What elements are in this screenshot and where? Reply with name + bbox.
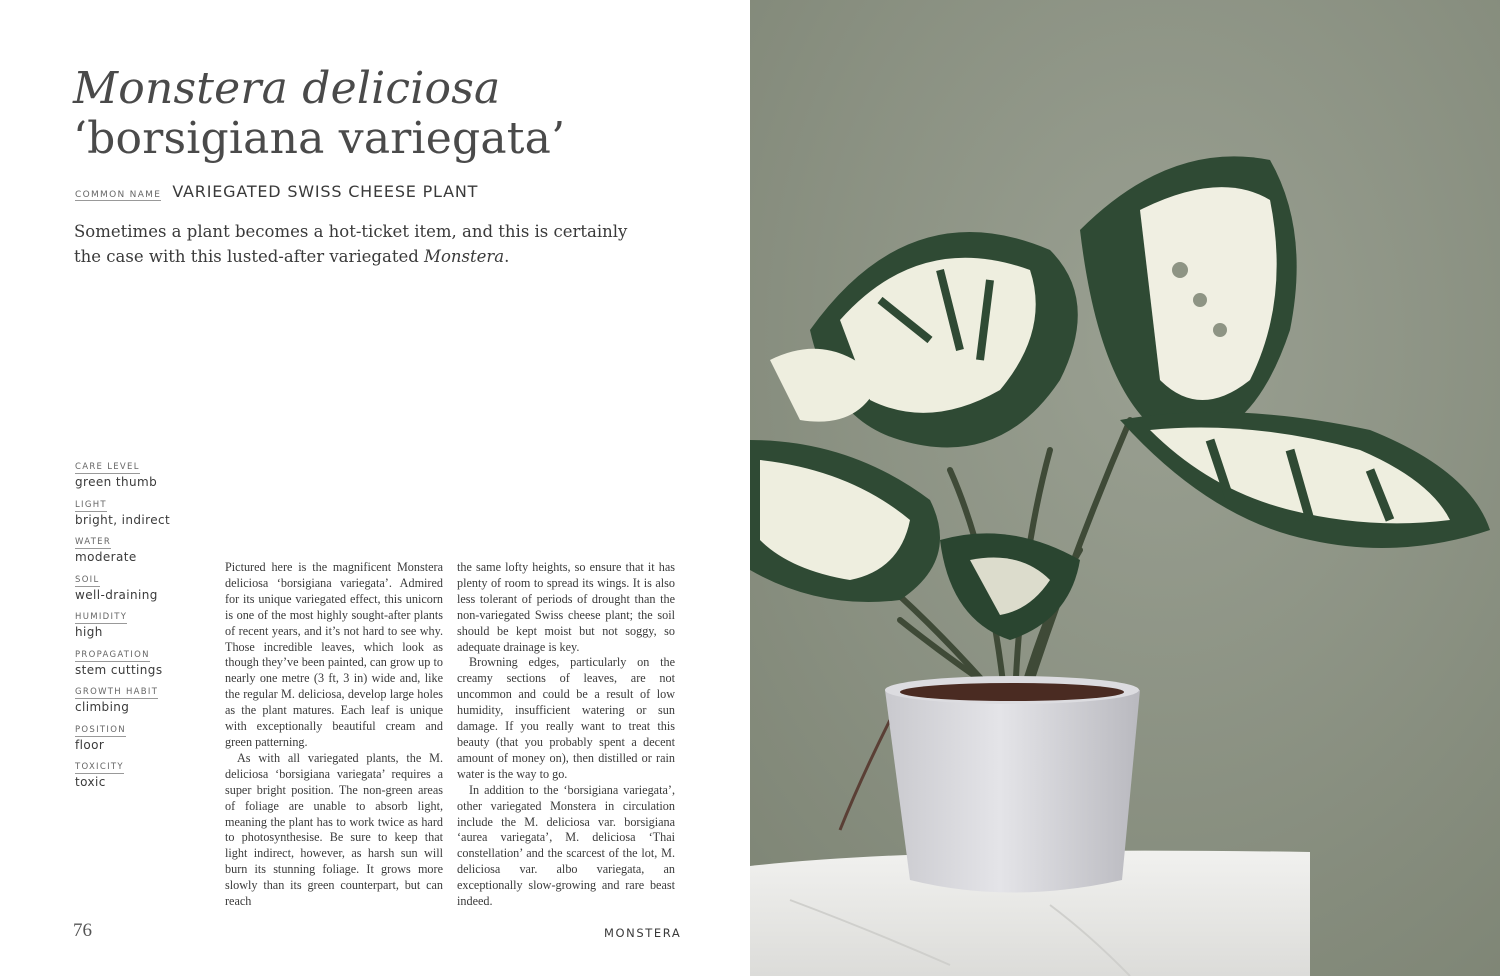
care-label: WATER	[75, 537, 112, 547]
care-value: well-draining	[75, 587, 158, 602]
body-column-right	[457, 560, 675, 910]
pot-soil	[900, 683, 1124, 701]
care-label: CARE LEVEL	[75, 462, 140, 472]
intro-text: Sometimes a plant becomes a hot-ticket item, and this is certainly the case with this lusted-after variegated	[74, 222, 628, 266]
care-item-care-level	[75, 454, 215, 492]
body-paragraph: the same lofty heights, so ensure that it has plenty of room to spread its wings. It is also less tolerant of periods of drought than the non-variegated Swiss cheese plant; the soil should be kept moist but not soggy, so adequate drainage is key.	[457, 560, 675, 654]
intro-paragraph	[74, 219, 634, 269]
care-item-position	[75, 717, 215, 755]
plant-title	[73, 64, 565, 164]
care-value: bright, indirect	[75, 512, 171, 527]
title-cultivar-name: ‘borsigiana variegata’	[73, 113, 566, 164]
care-value: high	[75, 625, 103, 639]
body-paragraph: In addition to the ‘borsigiana variegata’, other variegated Monstera in circulation include the M. deliciosa var. borsigiana ‘aurea variegata’, M. deliciosa ‘Thai constellation’ and the scarcest of the lot, M. deliciosa var. albo variegata, an exceptionally slow-growing and rare beast indeed.	[457, 782, 675, 909]
care-sidebar	[75, 454, 215, 792]
care-label: LIGHT	[75, 499, 107, 510]
white-pot	[885, 681, 1140, 893]
body-paragraph: As with all variegated plants, the M. deliciosa ‘borsigiana variegata’ requires a super bright position. The non-green areas of foliage are unable to absorb light, meaning the plant has to work twice as hard to photosynthesise. Be sure to keep that light indirect, however, as harsh sun will burn its stunning foliage. It grows more slowly than its green counterpart, but can reach	[225, 750, 443, 909]
common-name-row	[75, 182, 478, 201]
title-botanical-name: Monstera deliciosa	[73, 63, 501, 114]
running-head: MONSTERA	[604, 926, 682, 940]
care-item-soil	[75, 567, 215, 605]
care-item-propagation	[75, 642, 215, 680]
care-item-growth-habit	[75, 679, 215, 717]
body-column-left	[225, 560, 443, 910]
care-label: GROWTH HABIT	[75, 687, 159, 697]
plant-photo	[750, 0, 1500, 976]
intro-end: .	[504, 247, 510, 266]
care-value: toxic	[75, 775, 106, 789]
care-label: TOXICITY	[75, 762, 124, 772]
care-item-light	[75, 492, 215, 530]
common-name-label: COMMON NAME	[75, 190, 162, 200]
page-number: 76	[73, 920, 92, 941]
monstera-plant-image	[750, 0, 1500, 976]
care-item-toxicity	[75, 754, 215, 792]
care-label: HUMIDITY	[75, 612, 128, 622]
care-label: SOIL	[75, 574, 100, 585]
care-item-water	[75, 529, 215, 567]
care-label: PROPAGATION	[75, 649, 150, 660]
body-paragraph: Browning edges, particularly on the creamy sections of leaves, are not uncommon and could be a result of low humidity, insufficient watering or sun damage. If you really want to treat this beauty (that you probably spent a decent amount of money on), then distilled or rain water is the way to go.	[457, 655, 675, 781]
care-value: stem cuttings	[75, 662, 163, 677]
care-label: POSITION	[75, 724, 126, 735]
care-item-humidity	[75, 604, 215, 642]
care-value: floor	[75, 737, 105, 752]
body-paragraph: Pictured here is the magnificent Monstera deliciosa ‘borsigiana variegata’. Admired for its unique variegated effect, this unicorn is one of the most highly sought-after plants of recent years, and it’s not hard to see why. Those incredible leaves, which look as though they’ve been painted, can grow up to nearly one metre (3 ft, 3 in) wide and, like the regular M. deliciosa, develop large holes as the plant matures. Each leaf is unique with exceptionally beautiful cream and green patterning.	[225, 560, 443, 749]
intro-genus: Monstera	[424, 247, 505, 266]
common-name-value: VARIEGATED SWISS CHEESE PLANT	[172, 182, 479, 201]
care-value: moderate	[75, 550, 137, 564]
care-value: green thumb	[75, 475, 158, 489]
care-value: climbing	[75, 700, 130, 714]
